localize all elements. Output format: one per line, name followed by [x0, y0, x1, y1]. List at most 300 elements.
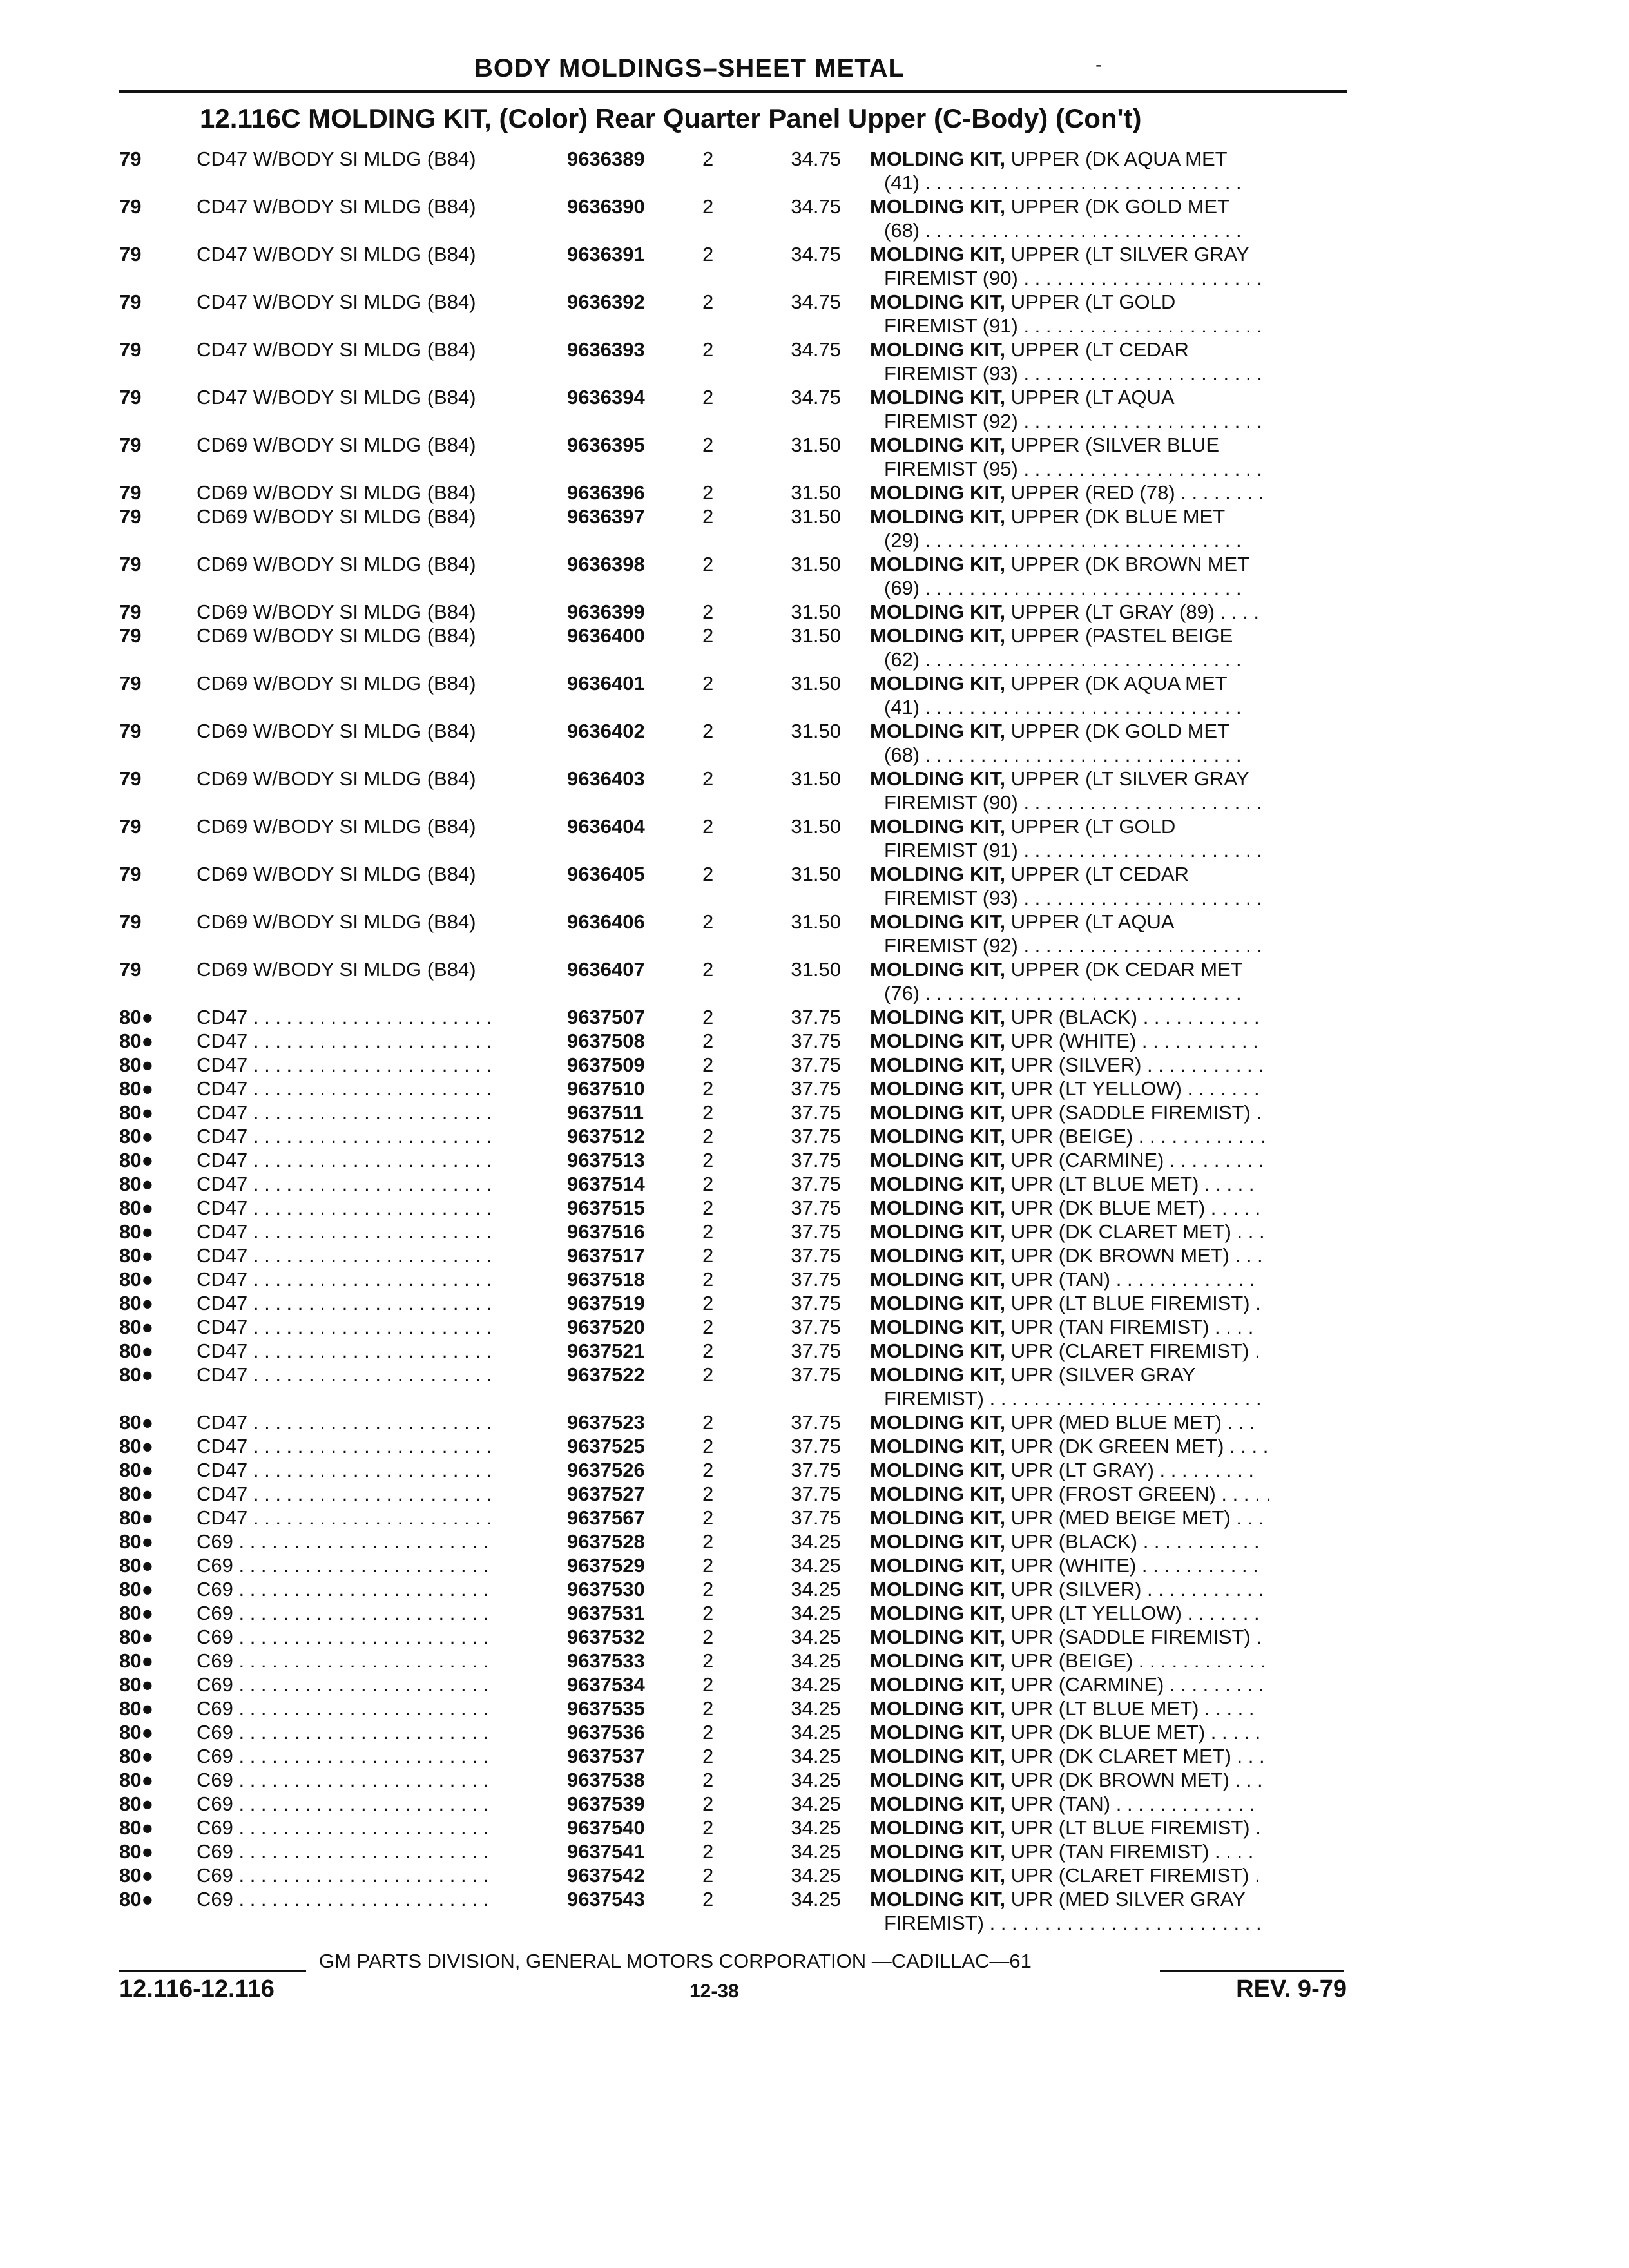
description-label: MOLDING KIT,	[870, 1602, 1006, 1624]
description	[870, 1172, 1340, 1196]
description-label: MOLDING KIT,	[870, 1363, 1006, 1386]
description-continuation: FIREMIST (91) . . . . . . . . . . . . . . . . . . . . . .	[884, 314, 1262, 337]
model-code: CD47 . . . . . . . . . . . . . . . . . . . . . .	[197, 1316, 492, 1338]
part-number: 9636400	[567, 624, 645, 647]
price: 34.25	[791, 1721, 841, 1744]
part-number: 9637537	[567, 1745, 645, 1767]
description-text: UPR (DK BROWN MET) . . .	[1005, 1244, 1263, 1267]
part-row	[0, 671, 1629, 719]
description-text: UPR (TAN FIREMIST) . . . .	[1005, 1316, 1254, 1338]
description-label: MOLDING KIT,	[870, 601, 1006, 623]
description	[870, 1220, 1340, 1244]
part-number: 9637521	[567, 1340, 645, 1362]
model-code: CD47 . . . . . . . . . . . . . . . . . . . . . .	[197, 1363, 492, 1386]
part-row	[0, 1482, 1629, 1506]
model-code: CD47 . . . . . . . . . . . . . . . . . . . . . .	[197, 1101, 492, 1124]
model-code: CD69 W/BODY SI MLDG (B84)	[197, 601, 476, 623]
description-text: UPR (BLACK) . . . . . . . . . . .	[1005, 1006, 1260, 1028]
part-row	[0, 1267, 1629, 1291]
part-row	[0, 1291, 1629, 1315]
description-text: UPR (LT BLUE FIREMIST) .	[1005, 1292, 1261, 1314]
model-year: 79	[119, 910, 142, 933]
price: 34.75	[791, 386, 841, 408]
part-number: 9636401	[567, 672, 645, 695]
description-text: UPPER (LT AQUA	[1005, 386, 1175, 408]
description-text: UPR (MED BLUE MET) . . .	[1005, 1411, 1255, 1434]
price: 37.75	[791, 1173, 841, 1195]
description	[870, 814, 1340, 838]
price: 37.75	[791, 1053, 841, 1076]
price: 34.25	[791, 1888, 841, 1910]
part-number: 9637535	[567, 1697, 645, 1720]
description-label: MOLDING KIT,	[870, 1244, 1006, 1267]
part-number: 9637529	[567, 1554, 645, 1577]
model-year: 80●	[119, 1435, 154, 1457]
part-number: 9637518	[567, 1268, 645, 1291]
part-row	[0, 1029, 1629, 1053]
model-year: 79	[119, 291, 142, 313]
description-text: UPR (CLARET FIREMIST) .	[1005, 1340, 1260, 1362]
description	[870, 862, 1340, 886]
description-text: UPPER (LT AQUA	[1005, 910, 1175, 933]
model-year: 80●	[119, 1292, 154, 1314]
model-code: CD47 W/BODY SI MLDG (B84)	[197, 243, 476, 265]
description-label: MOLDING KIT,	[870, 1626, 1006, 1648]
description-text: UPR (TAN) . . . . . . . . . . . . .	[1005, 1268, 1255, 1291]
description-label: MOLDING KIT,	[870, 386, 1006, 408]
price: 37.75	[791, 1101, 841, 1124]
part-number: 9636390	[567, 195, 645, 218]
description	[870, 1601, 1340, 1625]
description-text: UPR (SILVER) . . . . . . . . . . .	[1005, 1053, 1264, 1076]
description	[870, 671, 1340, 695]
model-code: CD47 . . . . . . . . . . . . . . . . . . . . . .	[197, 1292, 492, 1314]
description-label: MOLDING KIT,	[870, 195, 1006, 218]
price: 31.50	[791, 910, 841, 933]
price: 34.25	[791, 1626, 841, 1648]
model-year: 80●	[119, 1721, 154, 1744]
description	[870, 1410, 1340, 1434]
description-label: MOLDING KIT,	[870, 1506, 1006, 1529]
model-code: CD47 . . . . . . . . . . . . . . . . . . . . . .	[197, 1077, 492, 1100]
part-number: 9637528	[567, 1530, 645, 1553]
model-year: 79	[119, 863, 142, 885]
part-number: 9636406	[567, 910, 645, 933]
part-number: 9637530	[567, 1578, 645, 1600]
description-label: MOLDING KIT,	[870, 1292, 1006, 1314]
description-label: MOLDING KIT,	[870, 1864, 1006, 1887]
description-continuation: FIREMIST (93) . . . . . . . . . . . . . . . . . . . . . .	[884, 362, 1262, 385]
description-continuation: FIREMIST (90) . . . . . . . . . . . . . . . . . . . . . .	[884, 791, 1262, 814]
description-label: MOLDING KIT,	[870, 481, 1006, 504]
part-number: 9637519	[567, 1292, 645, 1314]
description-label: MOLDING KIT,	[870, 1745, 1006, 1767]
part-number: 9637533	[567, 1649, 645, 1672]
model-code: C69 . . . . . . . . . . . . . . . . . . . . . . .	[197, 1649, 489, 1672]
description-continuation: (68) . . . . . . . . . . . . . . . . . . . . . . . . . . . . .	[884, 744, 1242, 766]
description-continuation: FIREMIST) . . . . . . . . . . . . . . . . . . . . . . . . .	[884, 1387, 1262, 1410]
model-code: CD69 W/BODY SI MLDG (B84)	[197, 434, 476, 456]
part-row	[0, 1100, 1629, 1124]
part-number: 9637526	[567, 1459, 645, 1481]
description-text: UPR (DK GREEN MET) . . . .	[1005, 1435, 1269, 1457]
part-row	[0, 1506, 1629, 1530]
price: 37.75	[791, 1411, 841, 1434]
model-code: CD69 W/BODY SI MLDG (B84)	[197, 624, 476, 647]
quantity: 2	[702, 1292, 714, 1314]
description	[870, 1816, 1340, 1840]
description-continuation: FIREMIST (91) . . . . . . . . . . . . . . . . . . . . . .	[884, 839, 1262, 861]
description-text: UPPER (SILVER BLUE	[1005, 434, 1220, 456]
description	[870, 910, 1340, 934]
model-year: 79	[119, 195, 142, 218]
description-label: MOLDING KIT,	[870, 1721, 1006, 1744]
price: 37.75	[791, 1435, 841, 1457]
description	[870, 1768, 1340, 1792]
description	[870, 1339, 1340, 1363]
description-label: MOLDING KIT,	[870, 1673, 1006, 1696]
model-code: CD47 . . . . . . . . . . . . . . . . . . . . . .	[197, 1268, 492, 1291]
quantity: 2	[702, 1101, 714, 1124]
description-text: UPPER (LT GOLD	[1005, 291, 1176, 313]
description-label: MOLDING KIT,	[870, 434, 1006, 456]
description	[870, 1315, 1340, 1339]
description-text: UPR (CARMINE) . . . . . . . . .	[1005, 1673, 1264, 1696]
part-row	[0, 1673, 1629, 1696]
footer-page-number: 12-38	[689, 1981, 739, 2002]
description	[870, 1482, 1340, 1506]
page-title: BODY MOLDINGS–SHEET METAL	[474, 54, 905, 82]
part-row	[0, 814, 1629, 862]
part-row	[0, 1816, 1629, 1840]
description-text: UPR (SILVER) . . . . . . . . . . .	[1005, 1578, 1264, 1600]
description-label: MOLDING KIT,	[870, 1530, 1006, 1553]
part-number: 9637541	[567, 1840, 645, 1863]
price: 31.50	[791, 434, 841, 456]
part-row	[0, 600, 1629, 624]
model-code: C69 . . . . . . . . . . . . . . . . . . . . . . .	[197, 1792, 489, 1815]
description-text: UPPER (DK BLUE MET	[1005, 505, 1226, 528]
footer-rule-left	[119, 1970, 306, 1972]
price: 37.75	[791, 1483, 841, 1505]
description-label: MOLDING KIT,	[870, 1554, 1006, 1577]
description-continuation: FIREMIST) . . . . . . . . . . . . . . . . . . . . . . . . .	[884, 1912, 1262, 1934]
part-number: 9637517	[567, 1244, 645, 1267]
price: 31.50	[791, 720, 841, 742]
part-row	[0, 719, 1629, 767]
part-row	[0, 1696, 1629, 1720]
description	[870, 1720, 1340, 1744]
part-number: 9637540	[567, 1816, 645, 1839]
quantity: 2	[702, 386, 714, 408]
quantity: 2	[702, 338, 714, 361]
price: 31.50	[791, 481, 841, 504]
price: 34.75	[791, 291, 841, 313]
part-row	[0, 1339, 1629, 1363]
part-row	[0, 1077, 1629, 1100]
part-row	[0, 1172, 1629, 1196]
quantity: 2	[702, 1721, 714, 1744]
description	[870, 433, 1340, 457]
model-code: CD69 W/BODY SI MLDG (B84)	[197, 767, 476, 790]
description-text: UPPER (LT CEDAR	[1005, 863, 1189, 885]
price: 34.25	[791, 1578, 841, 1600]
description	[870, 242, 1340, 266]
part-number: 9637507	[567, 1006, 645, 1028]
description	[870, 1649, 1340, 1673]
description-text: UPR (SADDLE FIREMIST) .	[1005, 1626, 1262, 1648]
description-text: UPPER (LT GOLD	[1005, 815, 1176, 838]
part-row	[0, 1053, 1629, 1077]
description	[870, 1363, 1340, 1387]
quantity: 2	[702, 291, 714, 313]
description-text: UPPER (DK BROWN MET	[1005, 553, 1250, 575]
model-year: 80●	[119, 1006, 154, 1028]
model-code: CD47 W/BODY SI MLDG (B84)	[197, 148, 476, 170]
part-row	[0, 385, 1629, 433]
quantity: 2	[702, 1697, 714, 1720]
part-row	[0, 1530, 1629, 1553]
model-code: CD47 . . . . . . . . . . . . . . . . . . . . . .	[197, 1435, 492, 1457]
description-label: MOLDING KIT,	[870, 767, 1006, 790]
model-code: CD69 W/BODY SI MLDG (B84)	[197, 863, 476, 885]
model-year: 80●	[119, 1649, 154, 1672]
part-number: 9637516	[567, 1220, 645, 1243]
price: 34.25	[791, 1673, 841, 1696]
description-continuation: (41) . . . . . . . . . . . . . . . . . . . . . . . . . . . . .	[884, 171, 1242, 194]
description-label: MOLDING KIT,	[870, 1435, 1006, 1457]
description-continuation: FIREMIST (90) . . . . . . . . . . . . . . . . . . . . . .	[884, 267, 1262, 289]
description-text: UPR (BLACK) . . . . . . . . . . .	[1005, 1530, 1260, 1553]
model-year: 80●	[119, 1030, 154, 1052]
part-row	[0, 1887, 1629, 1935]
description	[870, 1100, 1340, 1124]
description	[870, 719, 1340, 743]
footer-section-range: 12.116-12.116	[119, 1975, 275, 2003]
price: 31.50	[791, 863, 841, 885]
part-row	[0, 1649, 1629, 1673]
description-label: MOLDING KIT,	[870, 1483, 1006, 1505]
price: 37.75	[791, 1006, 841, 1028]
description-label: MOLDING KIT,	[870, 1792, 1006, 1815]
part-row	[0, 767, 1629, 814]
model-year: 79	[119, 386, 142, 408]
description	[870, 1029, 1340, 1053]
part-number: 9637514	[567, 1173, 645, 1195]
description	[870, 1696, 1340, 1720]
part-number: 9637542	[567, 1864, 645, 1887]
part-row	[0, 481, 1629, 505]
part-number: 9636402	[567, 720, 645, 742]
description-text: UPPER (LT GRAY (89) . . . .	[1005, 601, 1260, 623]
description	[870, 1124, 1340, 1148]
part-row	[0, 147, 1629, 195]
quantity: 2	[702, 1483, 714, 1505]
quantity: 2	[702, 1220, 714, 1243]
price: 34.25	[791, 1530, 841, 1553]
description-continuation: FIREMIST (93) . . . . . . . . . . . . . . . . . . . . . .	[884, 887, 1262, 909]
description-text: UPR (SADDLE FIREMIST) .	[1005, 1101, 1262, 1124]
price: 34.25	[791, 1602, 841, 1624]
price: 31.50	[791, 672, 841, 695]
model-year: 79	[119, 672, 142, 695]
description-text: UPR (DK BROWN MET) . . .	[1005, 1769, 1263, 1791]
description-text: UPR (LT GRAY) . . . . . . . . .	[1005, 1459, 1254, 1481]
price: 34.25	[791, 1816, 841, 1839]
model-year: 80●	[119, 1173, 154, 1195]
description-text: UPPER (LT SILVER GRAY	[1005, 767, 1249, 790]
price: 34.25	[791, 1697, 841, 1720]
model-year: 79	[119, 481, 142, 504]
description-label: MOLDING KIT,	[870, 1125, 1006, 1148]
model-code: CD47 . . . . . . . . . . . . . . . . . . . . . .	[197, 1459, 492, 1481]
part-row	[0, 1863, 1629, 1887]
part-number: 9637522	[567, 1363, 645, 1386]
price: 34.25	[791, 1554, 841, 1577]
description-text: UPR (TAN) . . . . . . . . . . . . .	[1005, 1792, 1255, 1815]
part-number: 9636407	[567, 958, 645, 981]
description	[870, 1077, 1340, 1100]
description-label: MOLDING KIT,	[870, 720, 1006, 742]
part-number: 9636397	[567, 505, 645, 528]
model-year: 80●	[119, 1530, 154, 1553]
part-number: 9636405	[567, 863, 645, 885]
model-year: 79	[119, 243, 142, 265]
model-code: CD47 . . . . . . . . . . . . . . . . . . . . . .	[197, 1220, 492, 1243]
description-text: UPR (DK CLARET MET) . . .	[1005, 1745, 1265, 1767]
part-row	[0, 1244, 1629, 1267]
description-label: MOLDING KIT,	[870, 1196, 1006, 1219]
description-label: MOLDING KIT,	[870, 338, 1006, 361]
description-continuation: (29) . . . . . . . . . . . . . . . . . . . . . . . . . . . . .	[884, 529, 1242, 552]
quantity: 2	[702, 720, 714, 742]
quantity: 2	[702, 481, 714, 504]
quantity: 2	[702, 1006, 714, 1028]
model-code: C69 . . . . . . . . . . . . . . . . . . . . . . .	[197, 1888, 489, 1910]
part-number: 9637513	[567, 1149, 645, 1171]
footer-rule-right	[1160, 1970, 1344, 1972]
model-year: 80●	[119, 1840, 154, 1863]
description-text: UPPER (LT SILVER GRAY	[1005, 243, 1249, 265]
description-continuation: (41) . . . . . . . . . . . . . . . . . . . . . . . . . . . . .	[884, 696, 1242, 718]
part-number: 9637567	[567, 1506, 645, 1529]
price: 34.75	[791, 338, 841, 361]
model-year: 80●	[119, 1077, 154, 1100]
quantity: 2	[702, 1792, 714, 1815]
model-year: 80●	[119, 1220, 154, 1243]
price: 31.50	[791, 767, 841, 790]
quantity: 2	[702, 1196, 714, 1219]
description-label: MOLDING KIT,	[870, 672, 1006, 695]
quantity: 2	[702, 1053, 714, 1076]
price: 37.75	[791, 1244, 841, 1267]
model-year: 80●	[119, 1196, 154, 1219]
quantity: 2	[702, 815, 714, 838]
price: 34.25	[791, 1769, 841, 1791]
model-year: 80●	[119, 1268, 154, 1291]
part-number: 9637527	[567, 1483, 645, 1505]
price: 37.75	[791, 1363, 841, 1386]
price: 31.50	[791, 601, 841, 623]
part-number: 9637534	[567, 1673, 645, 1696]
model-year: 80●	[119, 1459, 154, 1481]
quantity: 2	[702, 1530, 714, 1553]
model-year: 80●	[119, 1340, 154, 1362]
description	[870, 1744, 1340, 1768]
description	[870, 1840, 1340, 1863]
price: 37.75	[791, 1220, 841, 1243]
description-label: MOLDING KIT,	[870, 1149, 1006, 1171]
price: 31.50	[791, 815, 841, 838]
part-row	[0, 1768, 1629, 1792]
price: 34.25	[791, 1792, 841, 1815]
description	[870, 147, 1340, 171]
model-code: C69 . . . . . . . . . . . . . . . . . . . . . . .	[197, 1745, 489, 1767]
part-row	[0, 1625, 1629, 1649]
model-code: CD47 . . . . . . . . . . . . . . . . . . . . . .	[197, 1149, 492, 1171]
part-number: 9636404	[567, 815, 645, 838]
quantity: 2	[702, 1888, 714, 1910]
part-row	[0, 290, 1629, 338]
price: 37.75	[791, 1506, 841, 1529]
price: 37.75	[791, 1125, 841, 1148]
model-year: 80●	[119, 1149, 154, 1171]
model-code: CD47 . . . . . . . . . . . . . . . . . . . . . .	[197, 1125, 492, 1148]
part-row	[0, 624, 1629, 671]
description-text: UPR (SILVER GRAY	[1005, 1363, 1196, 1386]
description-text: UPPER (PASTEL BEIGE	[1005, 624, 1233, 647]
description-label: MOLDING KIT,	[870, 1649, 1006, 1672]
part-row	[0, 1840, 1629, 1863]
description-text: UPR (CLARET FIREMIST) .	[1005, 1864, 1260, 1887]
description	[870, 1887, 1340, 1911]
model-year: 80●	[119, 1244, 154, 1267]
model-year: 80●	[119, 1769, 154, 1791]
description-label: MOLDING KIT,	[870, 958, 1006, 981]
model-code: CD47 . . . . . . . . . . . . . . . . . . . . . .	[197, 1506, 492, 1529]
quantity: 2	[702, 1506, 714, 1529]
part-number: 9637511	[567, 1101, 644, 1124]
price: 31.50	[791, 958, 841, 981]
description-label: MOLDING KIT,	[870, 1173, 1006, 1195]
quantity: 2	[702, 1030, 714, 1052]
part-row	[0, 1720, 1629, 1744]
model-year: 80●	[119, 1602, 154, 1624]
quantity: 2	[702, 1244, 714, 1267]
description	[870, 1792, 1340, 1816]
model-year: 80●	[119, 1888, 154, 1910]
part-row	[0, 433, 1629, 481]
description	[870, 1267, 1340, 1291]
description-label: MOLDING KIT,	[870, 505, 1006, 528]
price: 34.75	[791, 195, 841, 218]
model-year: 80●	[119, 1053, 154, 1076]
part-row	[0, 862, 1629, 910]
description-text: UPR (MED SILVER GRAY	[1005, 1888, 1246, 1910]
part-number: 9637520	[567, 1316, 645, 1338]
part-row	[0, 1792, 1629, 1816]
part-number: 9637510	[567, 1077, 645, 1100]
part-number: 9636399	[567, 601, 645, 623]
part-row	[0, 1458, 1629, 1482]
description-label: MOLDING KIT,	[870, 1316, 1006, 1338]
description	[870, 767, 1340, 791]
description-text: UPR (DK BLUE MET) . . . . .	[1005, 1196, 1261, 1219]
description-continuation: FIREMIST (92) . . . . . . . . . . . . . . . . . . . . . .	[884, 934, 1262, 957]
description-text: UPPER (DK GOLD MET	[1005, 195, 1230, 218]
part-number: 9637543	[567, 1888, 645, 1910]
part-number: 9637523	[567, 1411, 645, 1434]
